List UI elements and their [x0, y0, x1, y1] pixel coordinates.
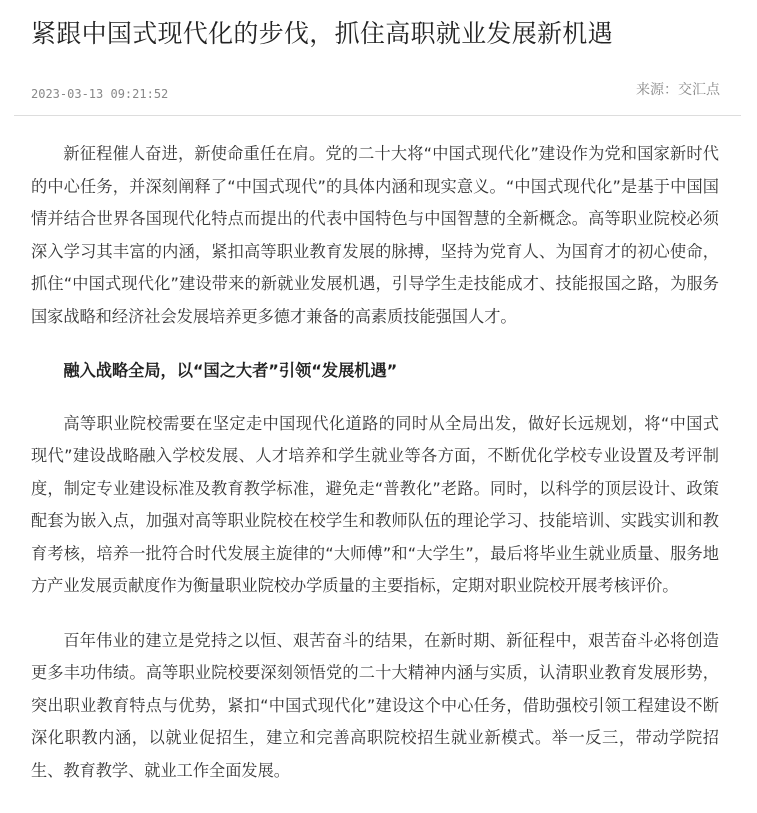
- article-source: 来源：交汇点: [636, 82, 720, 98]
- header-divider: [14, 115, 741, 116]
- article-title: 紧跟中国式现代化的步伐，抓住高职就业发展新机遇: [31, 19, 613, 48]
- paragraph-struggle: 百年伟业的建立是党持之以恒、艰苦奋斗的结果，在新时期、新征程中，艰苦奋斗必将创造更多丰功伟绩。高等职业院校要深刻领悟党的二十大精神内涵与实质，认清职业教育发展形势，突出职业教育特点与优势，紧扣“中国式现代化”建设这个中心任务，借助强校引领工程建设不断深化职教内涵，以就业促招生，建立和完善高职院校招生就业新模式。举一反三，带动学院招生、教育教学、就业工作全面发展。: [31, 630, 719, 780]
- paragraph-intro: 新征程催人奋进，新使命重任在肩。党的二十大将“中国式现代化”建设作为党和国家新时代的中心任务，并深刻阐释了“中国式现代”的具体内涵和现实意义。“中国式现代化”是基于中国国情并结合世界各国现代化特点而提出的代表中国特色与中国智慧的全新概念。高等职业院校必须深入学习其丰富的内涵，紧扣高等职业教育发展的脉搏，坚持为党育人、为国育才的初心使命，抓住“中国式现代化”建设带来的新就业发展机遇，引导学生走技能成才、技能报国之路，为服务国家战略和经济社会发展培养更多德才兼备的高素质技能强国人才。: [31, 144, 719, 326]
- publish-date: 2023-03-13 09:21:52: [31, 87, 169, 101]
- paragraph-strategy: 高等职业院校需要在坚定走中国现代化道路的同时从全局出发，做好长远规划，将“中国式现代”建设战略融入学校发展、人才培养和学生就业等各方面，不断优化学校专业设置及考评制度，制定专业建设标准及教育教学标准，避免走“普教化”老路。同时，以科学的顶层设计、政策配套为嵌入点，加强对高等职业院校在校学生和教师队伍的理论学习、技能培训、实践实训和教育考核，培养一批符合时代发展主旋律的“大师傅”和“大学生”，最后将毕业生就业质量、服务地方产业发展贡献度作为衡量职业院校办学质量的主要指标，定期对职业院校开展考核评价。: [31, 413, 719, 595]
- article-body: [31, 138, 719, 809]
- section-heading: 融入战略全局，以“国之大者”引领“发展机遇”: [63, 361, 398, 380]
